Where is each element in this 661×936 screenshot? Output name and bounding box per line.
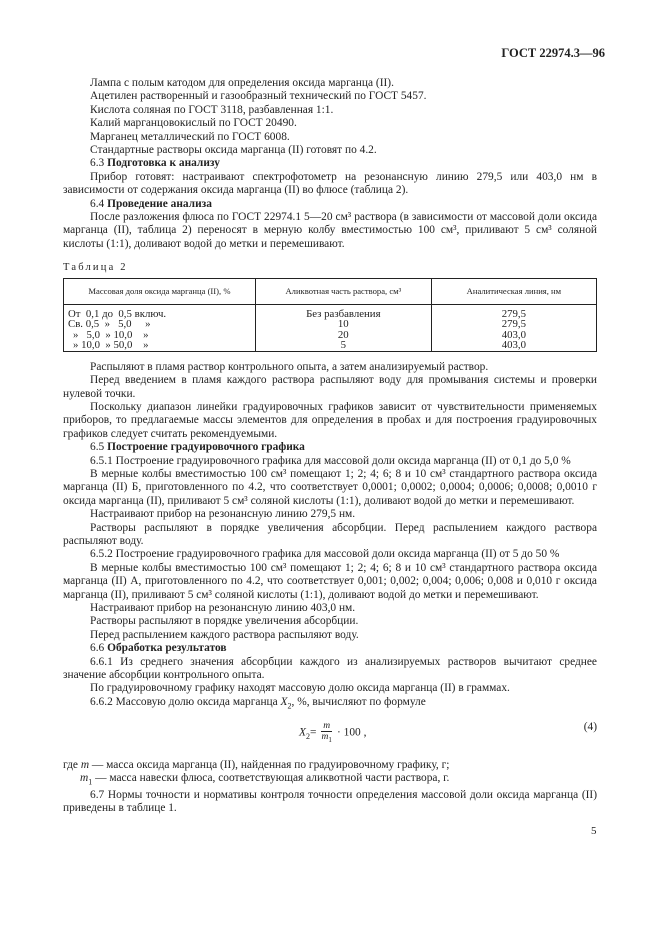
equation-number: (4) bbox=[583, 720, 597, 733]
table-2 bbox=[63, 278, 597, 352]
paragraph: Настраивают прибор на резонансную линию 279,5 нм. bbox=[90, 508, 356, 521]
paragraph: Растворы распыляют в порядке увеличения абсорбции. bbox=[90, 615, 359, 628]
paragraph: 6.6.1 Из среднего значения абсорбции каждого из анализируемых растворов вычитают среднее значение абсорбции контрольного опыта. bbox=[63, 655, 597, 682]
paragraph: В мерные колбы вместимостью 100 см³ помещают 1; 2; 4; 6; 8 и 10 см³ стандартного раствора оксида марганца (II) А, приготовленного по 4.2, что соответствует 0,001; 0,002; 0,004; 0,006; 0,008 и 0,010 г оксида марганца (II), приливают 5 см³ соляной кислоты (1:1), доливают водой до метки и перемешивают. bbox=[63, 561, 597, 601]
paragraph: Поскольку диапазон линейки градуировочных графиков зависит от чувствительности применяемых приборов, то предлагаемые массы элементов для определения в пробах и для построения градуировочных графиков следует считать рекомендуемыми. bbox=[63, 400, 597, 440]
section-6-3-heading: 6.3 Подготовка к анализу bbox=[90, 157, 220, 170]
page-body bbox=[63, 77, 597, 815]
section-6-3-text: Прибор готовят: настраивают спектрофотометр на резонансную линию 279,5 или 403,0 нм в зависимости от содержания оксида марганца (II) во флюсе (таблица 2). bbox=[63, 170, 597, 197]
formula-expression: $X_2=$ $\frac{m}{m_1}$ · 100 , bbox=[299, 720, 367, 744]
section-6-4-heading: 6.4 Проведение анализа bbox=[90, 197, 212, 210]
legend-line: где m — масса оксида марганца (II), найденная по градуировочному графику, г; bbox=[63, 758, 450, 771]
paragraph: В мерные колбы вместимостью 100 см³ помещают 1; 2; 4; 6; 8 и 10 см³ стандартного раствора оксида марганца (II) Б, приготовленного по 4.2, что соответствует 0,0001; 0,0002; 0,0004; 0,0006; 0,0008; 0,0010 г оксида марганца (II), приливают 5 см³ соляной кислоты (1:1), доливают водой до метки и перемешивают. bbox=[63, 467, 597, 507]
table-row: » 5,0 » 10,0 » 20 403,0 bbox=[64, 330, 597, 341]
table-header-cell: Аналитическая линия, нм bbox=[431, 278, 596, 304]
paragraph: По градуировочному графику находят массовую долю оксида марганца (II) в граммах. bbox=[90, 682, 510, 695]
material-item: Лампа с полым катодом для определения оксида марганца (II). bbox=[90, 77, 394, 89]
table-row: Св. 0,5 » 5,0 » 10 279,5 bbox=[64, 319, 597, 330]
section-6-4-text: После разложения флюса по ГОСТ 22974.1 5—20 см³ раствора (в зависимости от массовой доли оксида марганца (II), таблица 2) переносят в мерную колбу вместимостью 100 см³, приливают 5 см³ соляной кислоты (1:1), доливают водой до метки и перемешивают. bbox=[63, 211, 597, 250]
paragraph: Настраивают прибор на резонансную линию 403,0 нм. bbox=[90, 602, 356, 614]
paragraph: 6.5.2 Построение градуировочного графика для массовой доли оксида марганца (II) от 5 до 50 % bbox=[90, 548, 560, 561]
material-item: Стандартные растворы оксида марганца (II) готовят по 4.2. bbox=[90, 144, 377, 157]
paragraph: Распыляют в пламя раствор контрольного опыта, а затем анализируемый раствор. bbox=[90, 360, 489, 373]
table-header-cell: Массовая доля оксида марганца (II), % bbox=[64, 278, 256, 304]
formula-4 bbox=[63, 719, 597, 749]
section-6-5-heading: 6.5 Построение градуировочного графика bbox=[90, 441, 305, 454]
material-item: Калий марганцовокислый по ГОСТ 20490. bbox=[90, 117, 297, 130]
section-6-6-heading: 6.6 Обработка результатов bbox=[90, 642, 227, 655]
materials-list bbox=[63, 77, 597, 157]
page-number: 5 bbox=[591, 825, 597, 837]
table-row: От 0,1 до 0,5 включ. Без разбавления 279,5 bbox=[64, 304, 597, 319]
document-header: ГОСТ 22974.3—96 bbox=[501, 46, 605, 60]
material-item: Кислота соляная по ГОСТ 3118, разбавленная 1:1. bbox=[90, 103, 334, 116]
paragraph: Перед введением в пламя каждого раствора распыляют воду для промывания системы и проверки нулевой точки. bbox=[63, 374, 597, 400]
paragraph: 6.5.1 Построение градуировочного графика для массовой доли оксида марганца (II) от 0,1 до 5,0 % bbox=[90, 454, 571, 467]
fraction: $\frac{m}{m_1}$ bbox=[321, 720, 332, 744]
table-header-cell: Аликвотная часть раствора, см³ bbox=[255, 278, 431, 304]
material-item: Марганец металлический по ГОСТ 6008. bbox=[90, 130, 290, 143]
table-row: » 10,0 » 50,0 » 5 403,0 bbox=[64, 340, 597, 351]
table-2-title: Таблица 2 bbox=[63, 262, 128, 274]
paragraph: 6.6.2 Массовую долю оксида марганца $X_2$, %, вычисляют по формуле bbox=[90, 695, 426, 711]
section-6-7-text: 6.7 Нормы точности и нормативы контроля точности определения массовой доли оксида марганца (II) приведены в таблице 1. bbox=[63, 788, 597, 815]
paragraph: Перед распылением каждого раствора распыляют воду. bbox=[90, 628, 359, 641]
legend-line: $m_1$ — масса навески флюса, соответствующая аликвотной части раствора, г. bbox=[80, 771, 450, 787]
paragraph: Растворы распыляют в порядке увеличения абсорбции. Перед распылением каждого раствора распыляют воду. bbox=[63, 521, 597, 547]
material-item: Ацетилен растворенный и газообразный технический по ГОСТ 5457. bbox=[90, 90, 427, 103]
